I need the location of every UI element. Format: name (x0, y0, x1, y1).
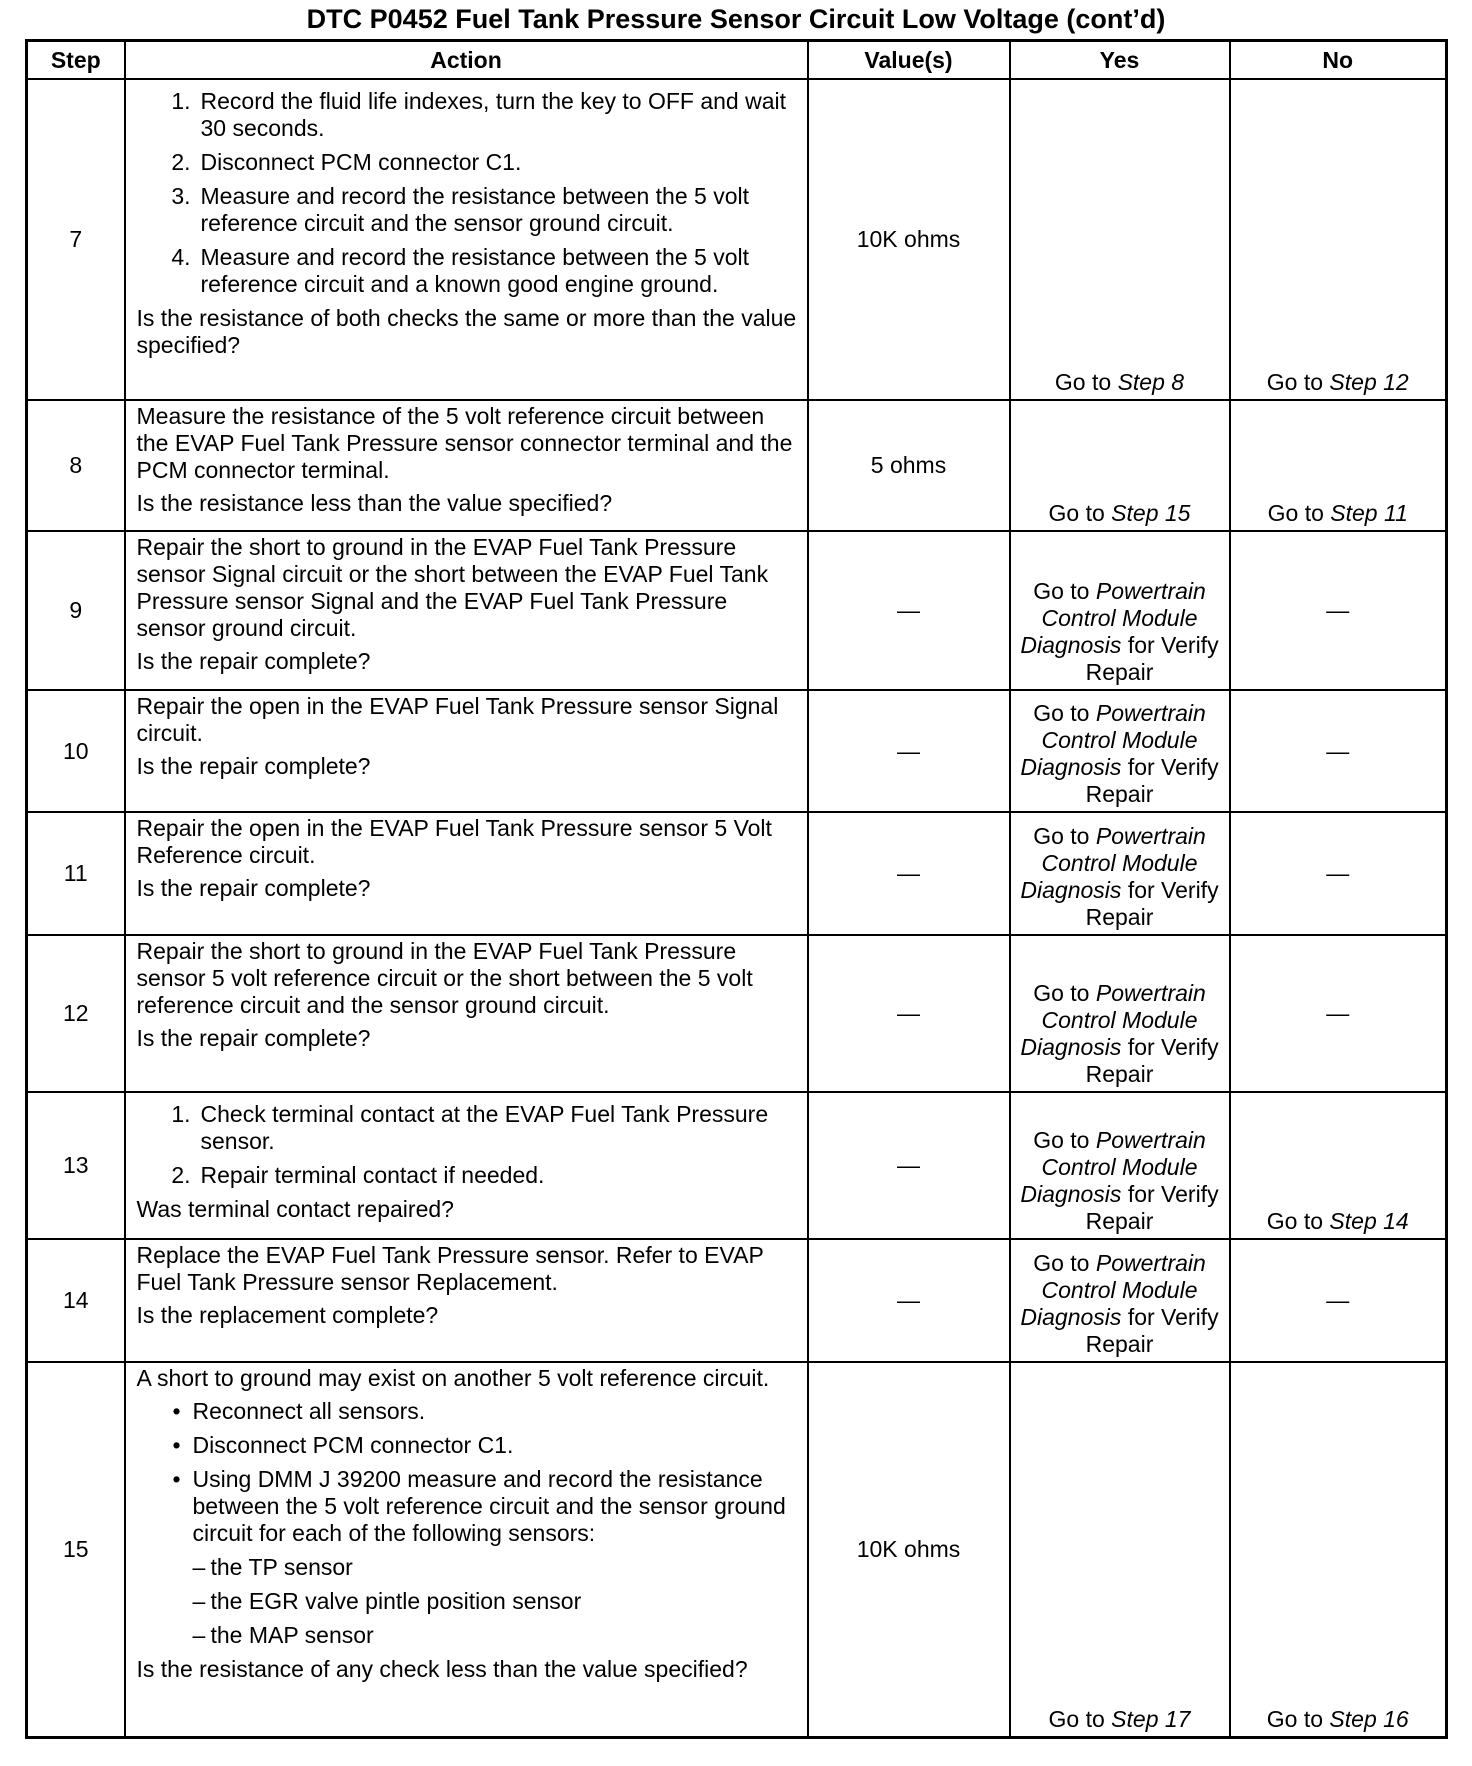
pcm-diagnosis-link[interactable]: Powertrain Control Module Diagnosis (1020, 1249, 1206, 1330)
step-number: 10 (27, 690, 125, 812)
table-row-step-9 (27, 531, 1447, 690)
no-cell: — (1230, 812, 1447, 935)
yes-cell: Go to Powertrain Control Module Diagnosis for Verify Repair (1010, 935, 1230, 1092)
no-cell: Go to Step 12 (1230, 79, 1447, 400)
pcm-diagnosis-link[interactable]: Powertrain Control Module Diagnosis (1020, 700, 1206, 781)
question: Is the repair complete? (136, 648, 371, 675)
value-cell: — (808, 812, 1010, 935)
step-number: 15 (27, 1362, 125, 1738)
action-text: A short to ground may exist on another 5 volt reference circuit. (136, 1364, 770, 1391)
pcm-diagnosis-link[interactable]: Powertrain Control Module Diagnosis (1020, 980, 1206, 1061)
header-row (27, 41, 1447, 80)
header-no: No (1230, 41, 1447, 80)
pcm-diagnosis-link[interactable]: Powertrain Control Module Diagnosis (1020, 823, 1206, 904)
list-item: 4. Measure and record the resistance between the 5 volt reference circuit and a known good engine ground. (171, 244, 749, 297)
step-link[interactable]: Step 14 (1329, 1208, 1409, 1235)
list-item: 2. Disconnect PCM connector C1. (171, 149, 522, 175)
list-item: • Disconnect PCM connector C1. (172, 1431, 514, 1458)
value-cell: — (808, 1092, 1010, 1239)
step-link[interactable]: Step 16 (1329, 1706, 1409, 1732)
value-cell: — (808, 531, 1010, 690)
page-title: DTC P0452 Fuel Tank Pressure Sensor Circuit Low Voltage (cont’d) (306, 4, 1166, 34)
action-text: Measure the resistance of the 5 volt reference circuit between the EVAP Fuel Tank Pressure sensor connector terminal and the PCM connector terminal. (136, 403, 793, 484)
list-item: 3. Measure and record the resistance between the 5 volt reference circuit and the sensor ground circuit. (171, 183, 749, 236)
list-item: • Reconnect all sensors. (172, 1397, 426, 1424)
sub-list-item: – the MAP sensor (192, 1621, 374, 1648)
table-row-step-11 (27, 812, 1447, 935)
table-row-step-12 (27, 935, 1447, 1092)
question: Is the resistance of any check less than the value specified? (136, 1655, 748, 1682)
question: Is the replacement complete? (136, 1302, 439, 1329)
question: Is the repair complete? (136, 753, 371, 780)
step-number: 11 (27, 812, 125, 935)
step-link[interactable]: Step 12 (1329, 369, 1409, 396)
table-row-step-14 (27, 1239, 1447, 1361)
action-cell (125, 79, 808, 400)
yes-cell: Go to Step 15 (1010, 400, 1230, 531)
no-cell: Go to Step 11 (1230, 400, 1447, 531)
step-link[interactable]: Step 8 (1117, 369, 1185, 396)
no-cell: — (1230, 690, 1447, 812)
action-cell (125, 1239, 808, 1361)
action-text: Repair the open in the EVAP Fuel Tank Pressure sensor 5 Volt Reference circuit. (136, 815, 772, 869)
action-cell (125, 812, 808, 935)
action-cell (125, 935, 808, 1092)
question: Was terminal contact repaired? (136, 1196, 454, 1223)
value-cell: — (808, 935, 1010, 1092)
yes-cell: Go to Powertrain Control Module Diagnosis for Verify Repair (1010, 1239, 1230, 1361)
list-item: 1. Check terminal contact at the EVAP Fuel Tank Pressure sensor. (171, 1101, 769, 1155)
yes-cell: Go to Powertrain Control Module Diagnosis for Verify Repair (1010, 531, 1230, 690)
yes-cell: Go to Step 8 (1010, 79, 1230, 400)
no-cell: — (1230, 1239, 1447, 1361)
sub-list-item: – the TP sensor (192, 1553, 353, 1580)
yes-cell: Go to Step 17 (1010, 1362, 1230, 1738)
question: Is the repair complete? (136, 875, 371, 902)
yes-cell: Go to Powertrain Control Module Diagnosis for Verify Repair (1010, 690, 1230, 812)
step-number: 14 (27, 1239, 125, 1361)
diagnostic-table (25, 39, 1448, 1739)
table-row-step-8 (27, 400, 1447, 531)
value-cell: 10K ohms (808, 79, 1010, 400)
step-number: 8 (27, 400, 125, 531)
list-item: • Using DMM J 39200 measure and record the resistance between the 5 volt reference circuit and the sensor ground circuit for each of the following sensors: (172, 1465, 786, 1546)
sub-list-item: – the EGR valve pintle position sensor (192, 1587, 582, 1614)
value-cell: 10K ohms (808, 1362, 1010, 1738)
list-item: 2. Repair terminal contact if needed. (171, 1162, 545, 1189)
table-row-step-15 (27, 1362, 1447, 1738)
value-cell: 5 ohms (808, 400, 1010, 531)
question: Is the repair complete? (136, 1025, 371, 1052)
header-values: Value(s) (808, 41, 1010, 80)
action-text: Replace the EVAP Fuel Tank Pressure sensor. Refer to EVAP Fuel Tank Pressure sensor Replacement. (136, 1242, 764, 1296)
yes-cell: Go to Powertrain Control Module Diagnosis for Verify Repair (1010, 812, 1230, 935)
header-yes: Yes (1010, 41, 1230, 80)
action-text: Repair the open in the EVAP Fuel Tank Pressure sensor Signal circuit. (136, 693, 779, 747)
header-step: Step (27, 41, 125, 80)
question: Is the resistance of both checks the same or more than the value specified? (136, 305, 797, 358)
question: Is the resistance less than the value specified? (136, 490, 613, 517)
action-cell (125, 400, 808, 531)
action-text: Repair the short to ground in the EVAP Fuel Tank Pressure sensor Signal circuit or the short between the EVAP Fuel Tank Pressure sensor Signal and the EVAP Fuel Tank Pressure sensor ground circuit. (136, 534, 769, 642)
numbered-list (137, 88, 801, 298)
numbered-list (137, 1101, 801, 1189)
no-cell: — (1230, 531, 1447, 690)
action-cell (125, 531, 808, 690)
pcm-diagnosis-link[interactable]: Powertrain Control Module Diagnosis (1020, 578, 1206, 659)
list-item: 1. Record the fluid life indexes, turn the key to OFF and wait 30 seconds. (171, 88, 787, 141)
action-text: Repair the short to ground in the EVAP Fuel Tank Pressure sensor 5 volt reference circuit or the short between the 5 volt reference circuit and the sensor ground circuit. (136, 938, 753, 1019)
step-number: 7 (27, 79, 125, 400)
step-number: 13 (27, 1092, 125, 1239)
pcm-diagnosis-link[interactable]: Powertrain Control Module Diagnosis (1020, 1127, 1206, 1208)
value-cell: — (808, 690, 1010, 812)
step-link[interactable]: Step 11 (1330, 500, 1408, 527)
step-number: 9 (27, 531, 125, 690)
no-cell: Go to Step 16 (1230, 1362, 1447, 1738)
step-link[interactable]: Step 17 (1111, 1706, 1191, 1732)
action-cell (125, 690, 808, 812)
table-row-step-10 (27, 690, 1447, 812)
action-cell (125, 1092, 808, 1239)
yes-cell: Go to Powertrain Control Module Diagnosis for Verify Repair (1010, 1092, 1230, 1239)
value-cell: — (808, 1239, 1010, 1361)
table-row-step-7 (27, 79, 1447, 400)
action-cell (125, 1362, 808, 1738)
no-cell: — (1230, 935, 1447, 1092)
no-cell: Go to Step 14 (1230, 1092, 1447, 1239)
table-row-step-13 (27, 1092, 1447, 1239)
step-link[interactable]: Step 15 (1111, 500, 1191, 527)
header-action: Action (125, 41, 808, 80)
step-number: 12 (27, 935, 125, 1092)
